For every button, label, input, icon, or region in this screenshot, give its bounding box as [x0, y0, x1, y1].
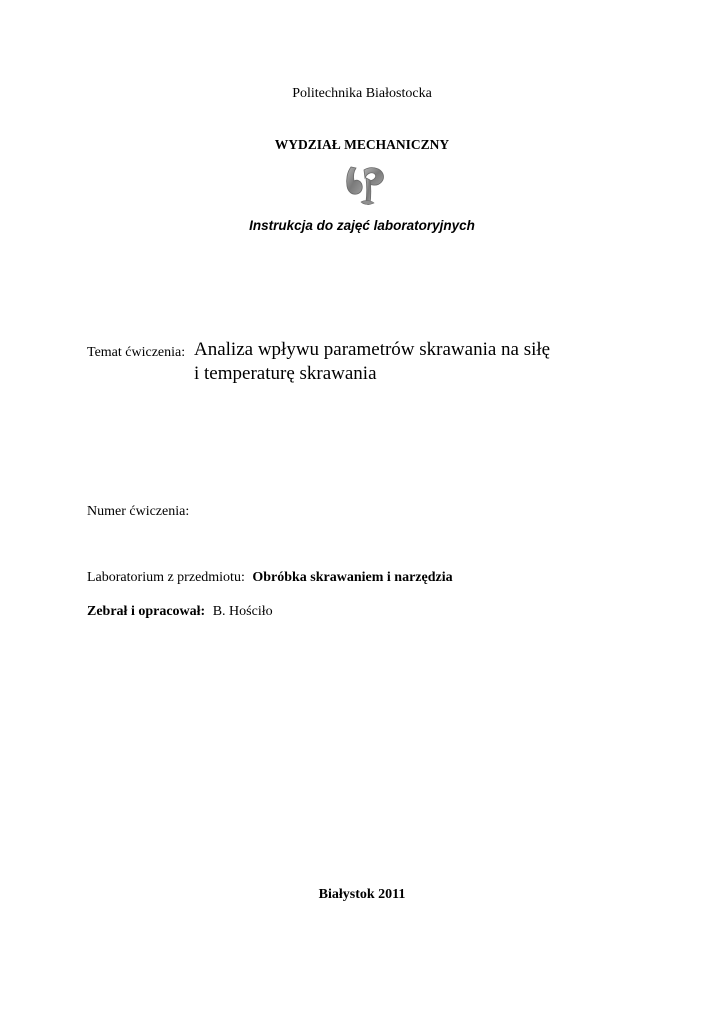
lab-subject-row — [87, 570, 453, 586]
author-label: Zebrał i opracował: — [87, 604, 206, 619]
university-name: Politechnika Białostocka — [292, 86, 432, 101]
author-name: B. Hościło — [212, 604, 273, 619]
place-and-year: Białystok 2011 — [318, 887, 406, 902]
faculty-name: WYDZIAŁ MECHANICZNY — [274, 137, 450, 152]
author-row — [87, 604, 273, 620]
pb-university-logo-icon — [342, 164, 388, 206]
instruction-subtitle: Instrukcja do zajęć laboratoryjnych — [249, 218, 475, 233]
topic-title-line-1: Analiza wpływu parametrów skrawania na siłę — [194, 339, 551, 360]
lab-subject-label: Laboratorium z przedmiotu: — [87, 570, 245, 585]
lab-subject-value: Obróbka skrawaniem i narzędzia — [252, 570, 453, 585]
exercise-number-label: Numer ćwiczenia: — [87, 504, 190, 519]
topic-label: Temat ćwiczenia: — [87, 345, 186, 360]
topic-title-line-2: i temperaturę skrawania — [194, 363, 377, 384]
